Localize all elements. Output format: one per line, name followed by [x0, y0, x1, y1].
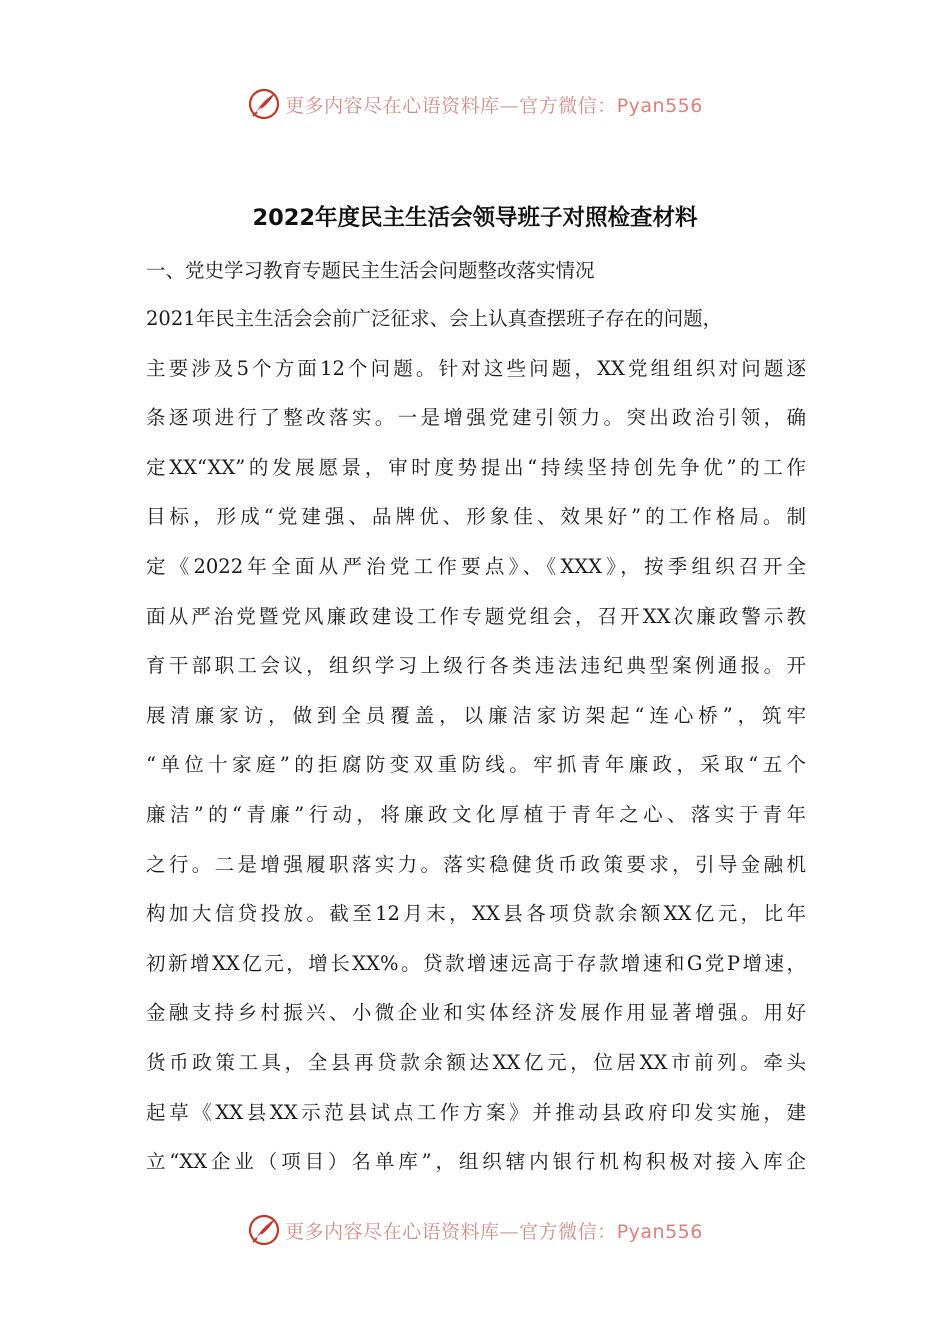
watermark-main-text: 更多内容尽在心语资料库 — [285, 94, 500, 117]
body-line: 廉洁”的“青廉”行动，将廉政文化厚植于青年之心、落实于青年 — [146, 802, 806, 826]
body-paragraph — [146, 294, 806, 1187]
watermark-footer — [0, 1208, 950, 1252]
body-line: 定XX“XX”的发展愿景，审时度势提出“持续坚持创先争优”的工作 — [146, 455, 806, 479]
watermark-label: 官方微信： — [519, 1220, 617, 1243]
body-line: 立“XX企业（项目）名单库”，组织辖内银行机构积极对接入库企 — [146, 1150, 806, 1174]
watermark-wechat-id: Pyan556 — [616, 94, 703, 117]
body-line: 主要涉及5个方面12个问题。针对这些问题，XX党组组织对问题逐 — [146, 356, 806, 380]
body-line: 展清廉家访，做到全员覆盖，以廉洁家访架起“连心桥”，筑牢 — [146, 703, 806, 727]
watermark-separator: — — [499, 1220, 520, 1243]
body-line: 条逐项进行了整改落实。一是增强党建引领力。突出政治引领，确 — [146, 406, 806, 430]
watermark-header — [0, 82, 950, 126]
body-line: 初新增XX亿元，增长XX%。贷款增速远高于存款增速和G党P增速， — [146, 951, 806, 975]
body-line: “单位十家庭”的拒腐防变双重防线。牢抓青年廉政，采取“五个 — [146, 753, 806, 777]
body-line: 金融支持乡村振兴、小微企业和实体经济发展作用显著增强。用好 — [146, 1001, 806, 1025]
body-line: 构加大信贷投放。截至12月末，XX县各项贷款余额XX亿元，比年 — [146, 902, 806, 926]
body-line: 目标，形成“党建强、品牌优、形象佳、效果好”的工作格局。制 — [146, 505, 806, 529]
body-line: 定《2022年全面从严治党工作要点》、《XXX》，按季组织召开全 — [146, 554, 806, 578]
watermark-text — [285, 1217, 703, 1244]
quill-logo-icon — [247, 87, 281, 121]
body-line: 2021年民主生活会会前广泛征求、会上认真查摆班子存在的问题， — [146, 307, 723, 330]
body-line: 起草《XX县XX示范县试点工作方案》并推动县政府印发实施，建 — [146, 1100, 806, 1124]
document-title: 2022年度民主生活会领导班子对照检查材料 — [252, 205, 698, 231]
watermark-label: 官方微信： — [519, 94, 617, 117]
body-line: 面从严治党暨党风廉政建设工作专题党组会，召开XX次廉政警示教 — [146, 604, 806, 628]
quill-logo-icon — [247, 1213, 281, 1247]
watermark-text — [285, 91, 703, 118]
watermark-wechat-id: Pyan556 — [616, 1220, 703, 1243]
body-line: 之行。二是增强履职落实力。落实稳健货币政策要求，引导金融机 — [146, 852, 806, 876]
body-line: 货币政策工具，全县再贷款余额达XX亿元，位居XX市前列。牵头 — [146, 1050, 806, 1074]
body-line: 育干部职工会议，组织学习上级行各类违法违纪典型案例通报。开 — [146, 654, 806, 678]
section-heading: 一、党史学习教育专题民主生活会问题整改落实情况 — [146, 259, 595, 282]
watermark-main-text: 更多内容尽在心语资料库 — [285, 1220, 500, 1243]
watermark-separator: — — [499, 94, 520, 117]
